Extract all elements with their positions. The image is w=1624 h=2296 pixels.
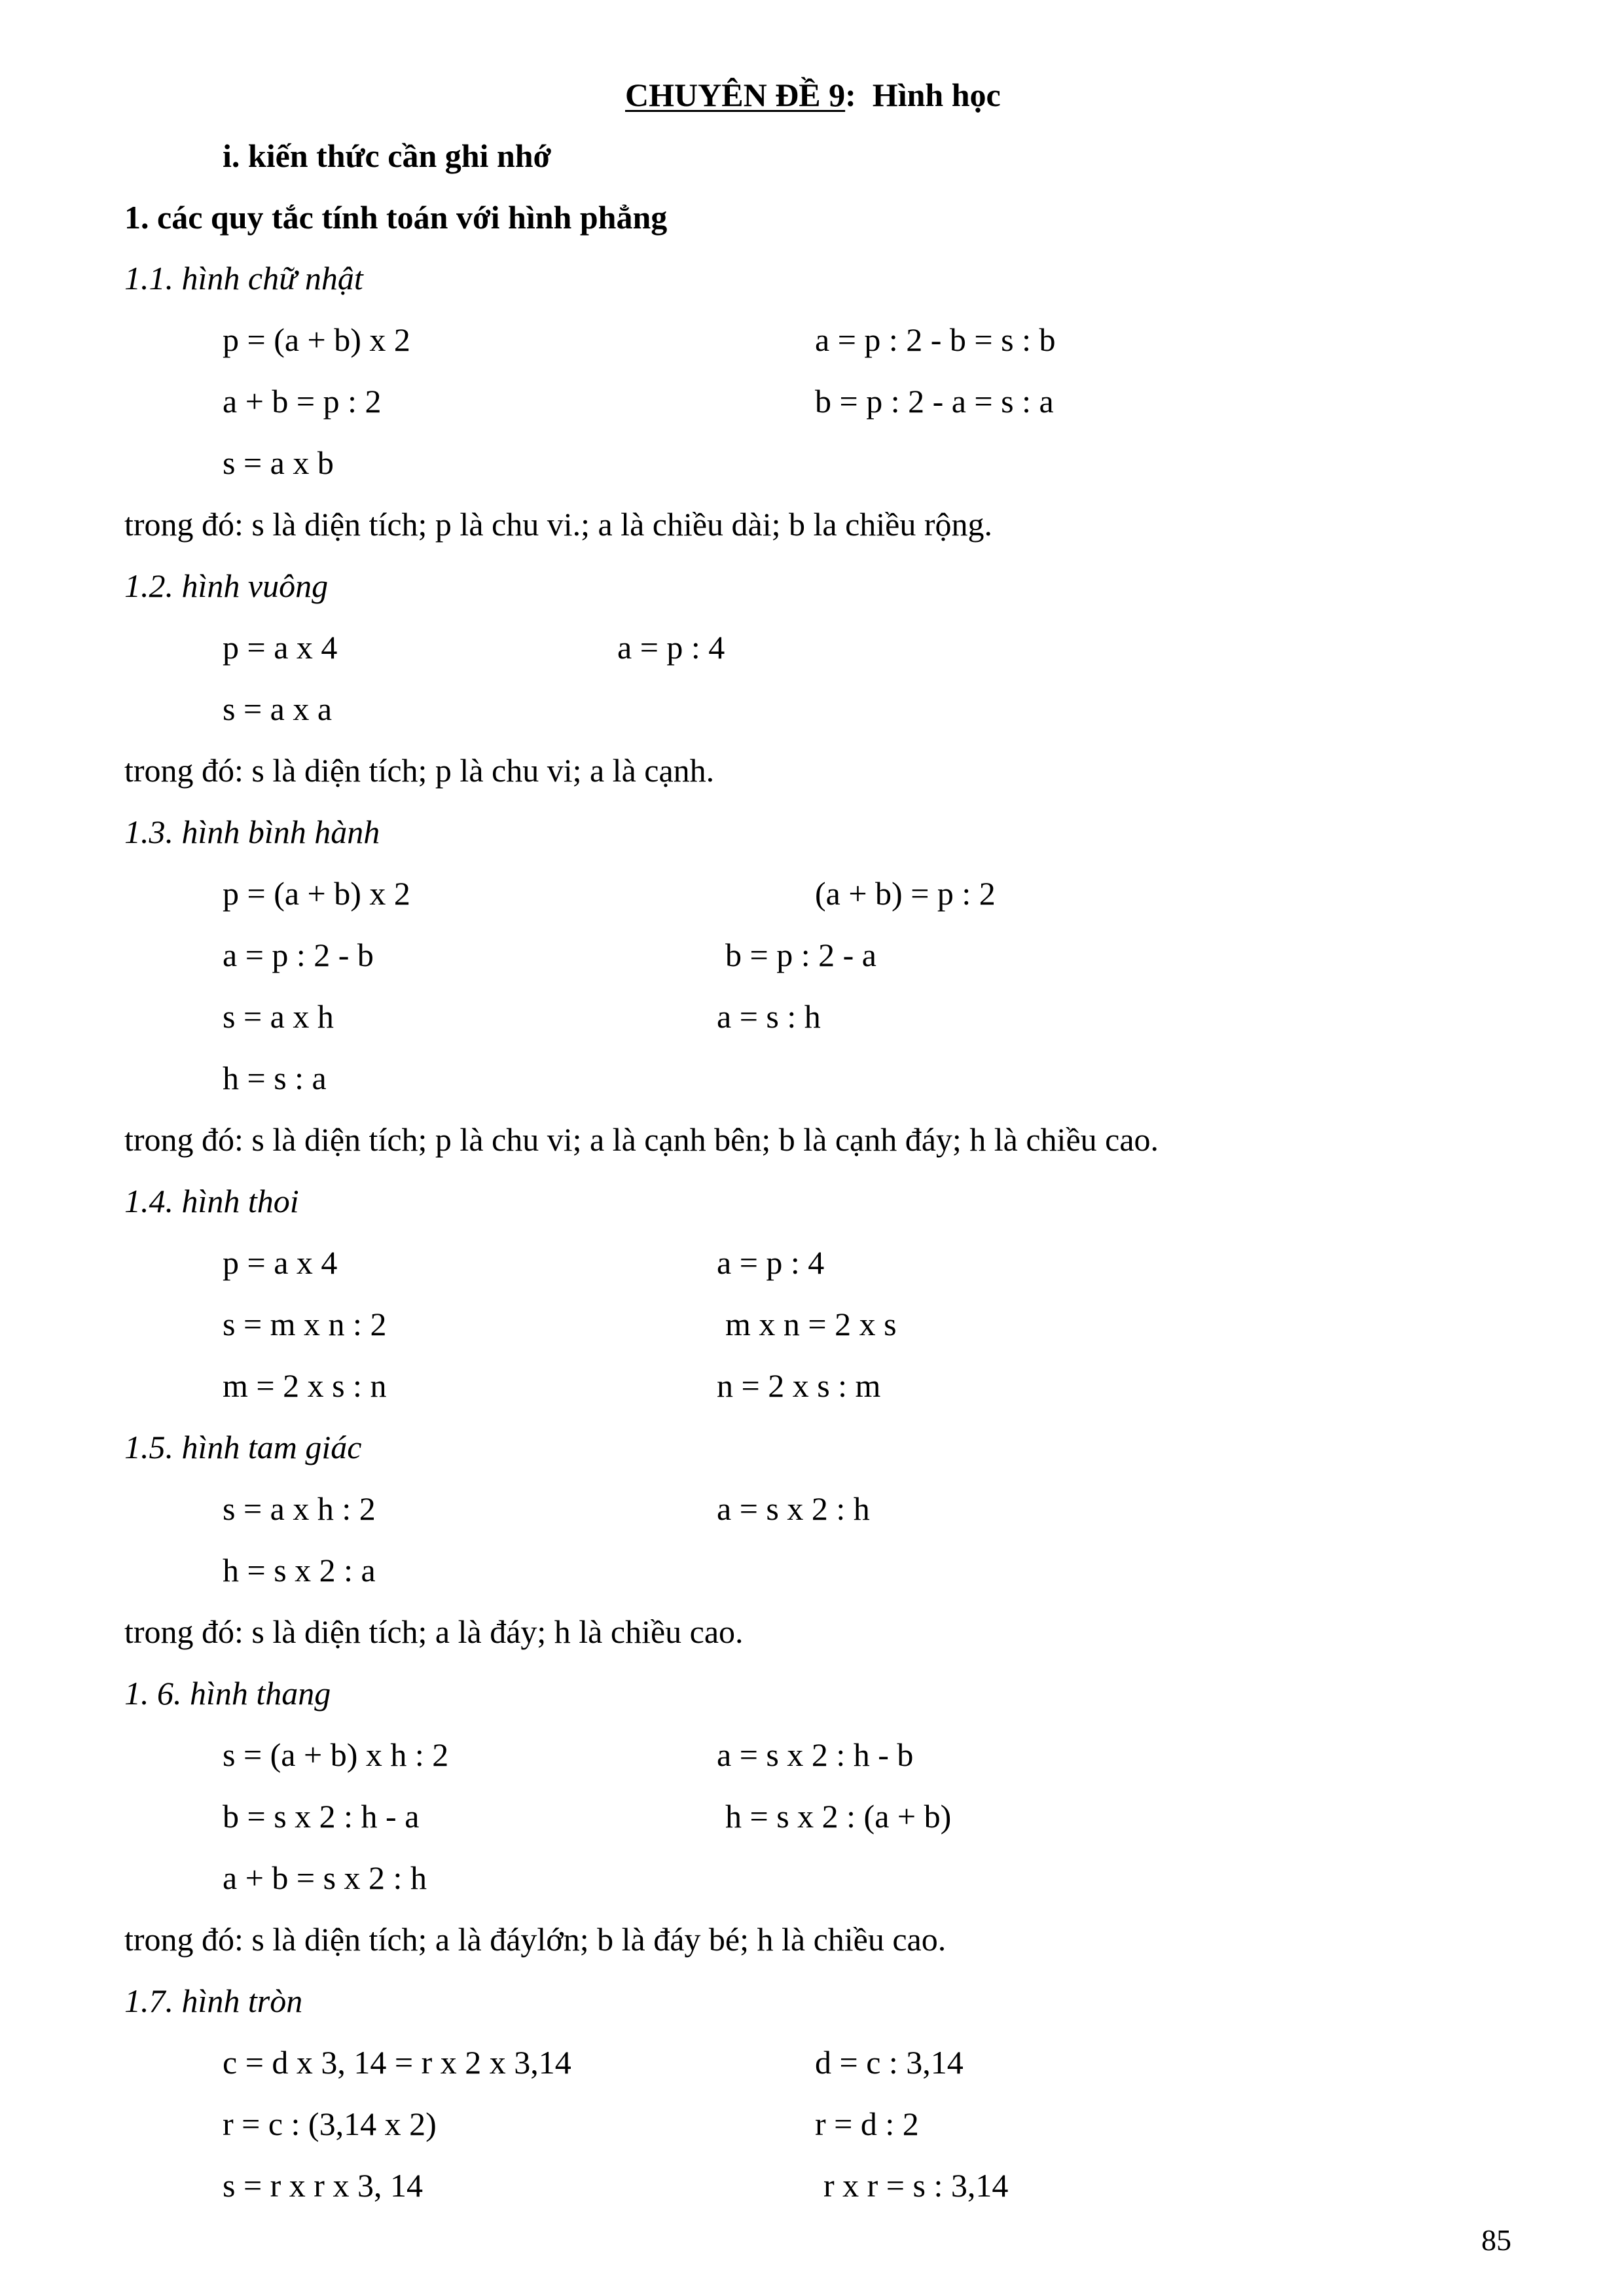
formula: s = a x h : 2 [223,1490,376,1527]
formula: s = m x n : 2 [223,1306,387,1342]
note-triangle: trong đó: s là diện tích; a là đáy; h là chiều cao. [124,1613,744,1650]
formula: h = s x 2 : (a + b) [725,1798,952,1835]
formula: p = a x 4 [223,1244,338,1281]
formula: s = a x h [223,998,334,1035]
chapter-topic: Hình học [872,77,1001,113]
formula: d = c : 3,14 [815,2044,964,2081]
section-heading: i. kiến thức cần ghi nhớ [223,137,552,174]
formula: h = s x 2 : a [223,1552,376,1588]
formula: s = a x b [223,444,334,481]
formula: r = c : (3,14 x 2) [223,2106,437,2142]
formula: a = p : 2 - b [223,937,374,973]
note-parallelogram: trong đó: s là diện tích; p là chu vi; a là cạnh bên; b là cạnh đáy; h là chiều cao. [124,1121,1159,1158]
shape-title-parallelogram: 1.3. hình bình hành [124,814,380,850]
formula: r x r = s : 3,14 [823,2167,1009,2204]
formula: b = p : 2 - a = s : a [815,383,1054,420]
shape-title-square: 1.2. hình vuông [124,567,329,604]
formula: a = s : h [717,998,821,1035]
formula: a = s x 2 : h [717,1490,870,1527]
formula: p = (a + b) x 2 [223,875,410,912]
shape-title-rhombus: 1.4. hình thoi [124,1183,299,1219]
formula: a = p : 2 - b = s : b [815,321,1056,358]
chapter-heading [625,79,1001,111]
formula: s = (a + b) x h : 2 [223,1736,449,1773]
formula: (a + b) = p : 2 [815,875,996,912]
formula: s = r x r x 3, 14 [223,2167,423,2204]
note-trapezoid: trong đó: s là diện tích; a là đáylớn; b là đáy bé; h là chiều cao. [124,1921,947,1958]
shape-title-rectangle: 1.1. hình chữ nhật [124,260,363,296]
chapter-separator: : [845,77,856,113]
formula: n = 2 x s : m [717,1367,881,1404]
note-rectangle: trong đó: s là diện tích; p là chu vi.; a là chiều dài; b la chiều rộng. [124,506,993,543]
note-square: trong đó: s là diện tích; p là chu vi; a là cạnh. [124,752,715,789]
page-number: 85 [1481,2223,1511,2257]
subsection-heading: 1. các quy tắc tính toán với hình phẳng [124,199,668,236]
formula: p = (a + b) x 2 [223,321,410,358]
formula: b = s x 2 : h - a [223,1798,420,1835]
shape-title-trapezoid: 1. 6. hình thang [124,1675,331,1712]
formula: r = d : 2 [815,2106,919,2142]
formula: c = d x 3, 14 = r x 2 x 3,14 [223,2044,571,2081]
formula: a = s x 2 : h - b [717,1736,914,1773]
formula: h = s : a [223,1060,327,1096]
formula: p = a x 4 [223,629,338,666]
formula: m = 2 x s : n [223,1367,387,1404]
shape-title-triangle: 1.5. hình tam giác [124,1429,362,1465]
formula: a + b = p : 2 [223,383,382,420]
formula: s = a x a [223,691,333,727]
chapter-label: CHUYÊN ĐỀ 9 [625,77,846,113]
formula: a + b = s x 2 : h [223,1859,427,1896]
shape-title-circle: 1.7. hình tròn [124,1982,303,2019]
formula: a = p : 4 [617,629,725,666]
formula: m x n = 2 x s [725,1306,897,1342]
formula: a = p : 4 [717,1244,825,1281]
formula: b = p : 2 - a [725,937,876,973]
